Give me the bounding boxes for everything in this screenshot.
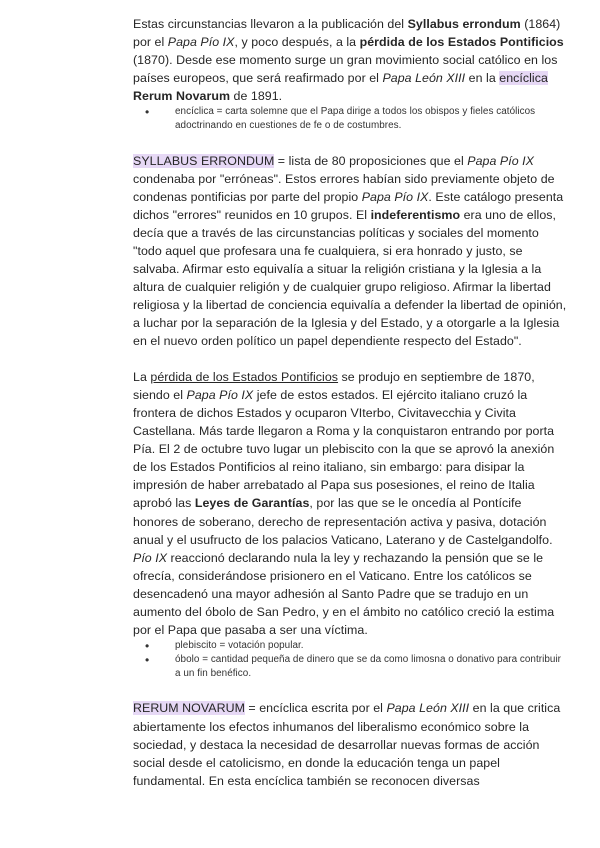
paragraph-gap bbox=[133, 350, 569, 368]
paragraph-intro bbox=[133, 15, 569, 105]
underlined-term-estados: pérdida de los Estados Pontificios bbox=[150, 370, 339, 385]
italic-term-pope: Papa Pío IX bbox=[186, 388, 254, 403]
text-run: , y poco después, a la bbox=[234, 35, 360, 50]
text-run: . Este catálogo presenta dichos "errores" reunidos en 10 grupos. El bbox=[133, 189, 564, 222]
italic-term-pope: Pío IX bbox=[133, 550, 168, 565]
paragraph-gap bbox=[133, 134, 569, 152]
highlight-enciclica: encíclica bbox=[499, 71, 548, 86]
text-run: era uno de ellos, decía que a través de las circunstancias políticas y sociales del momento "todo aquel que profesara una fe cualquiera, si era honrado y justo, se salvaba. Afirmar esto equivalía a situar la religión cristiana y la Iglesia a la altura de cualquier religión y de cualquier grupo religioso. Afirmar la libertad religiosa y la libertad de conciencia equivalía a defender la libertad de opinión, a luchar por la separación de la Iglesia y del Estado, y a otorgarle a la Iglesia en el nuevo orden político un papel dependiente respecto del Estado". bbox=[133, 207, 567, 349]
bold-term-syllabus: Syllabus errondum bbox=[407, 17, 521, 31]
bold-term-estados: pérdida de los Estados Pontificios bbox=[359, 35, 564, 50]
paragraph-estados bbox=[133, 368, 569, 639]
note-enciclica: • encíclica = carta solemne que el Papa dirige a todos los obispos y fieles católicos adoctrinando en cuestiones de fe o de costumbres. bbox=[133, 105, 569, 133]
text-run: en la que critica abiertamente los efectos inhumanos del liberalismo económico sobre la sociedad, y destaca la necesidad de desarrollar nuevas formas de acción social desde el catolicismo, en donde la educación tenga un papel fundamental. En esta encíclica también se reconocen diversas bbox=[133, 701, 561, 788]
italic-term-pope: Papa Pío IX bbox=[167, 35, 235, 50]
bold-term-rerum: Rerum Novarum bbox=[133, 89, 231, 104]
bold-term-indeferentismo: indeferentismo bbox=[370, 207, 461, 222]
paragraph-rerum bbox=[133, 699, 569, 789]
text-run: = lista de 80 proposiciones que el bbox=[274, 153, 468, 168]
text-run: (1864) por el bbox=[133, 17, 561, 50]
italic-term-pope: Papa Pío IX bbox=[361, 189, 429, 204]
text-run: Estas circunstancias llevaron a la publicación del bbox=[133, 17, 408, 31]
highlight-syllabus: SYLLABUS ERRONDUM bbox=[133, 153, 275, 168]
text-run: reaccionó declarando nula la ley y rechazando la pensión que se le ofrecía, considerándose prisionero en el Vaticano. Entre los católicos se desencadenó una mayor adhesión al Santo Padre que se tradujo en un aumento del óbolo de San Pedro, y en el ámbito no católico creció la estima por el Papa que pasaba a ser una víctima. bbox=[133, 550, 555, 637]
italic-term-pope: Papa Pío IX bbox=[467, 153, 534, 168]
text-run: jefe de estos estados. El ejército italiano cruzó la frontera de dichos Estados y ocuparon VIterbo, Civitavecchia y Civita Castellana. Más tarde llegaron a Roma y la conquistaron entrando por porta Pía. El 2 de octubre tuvo lugar un plebiscito con la que se aprovó la anexión de los Estados Pontificios al reino italiano, sin embargo: para disipar la impresión de haber arrebatado al Papa sus posesiones, el reino de Italia aprobó las bbox=[133, 388, 555, 511]
document-body bbox=[133, 15, 569, 790]
text-run: en la bbox=[465, 71, 500, 86]
bold-term-leyes: Leyes de Garantías bbox=[194, 496, 310, 511]
text-run: = encíclica escrita por el bbox=[244, 701, 387, 716]
text-run: se produjo en septiembre de 1870, siendo el bbox=[133, 370, 535, 403]
note-plebiscito: • plebiscito = votación popular. bbox=[133, 639, 569, 653]
italic-term-pope: Papa León XIII bbox=[382, 71, 466, 86]
paragraph-gap bbox=[133, 681, 569, 699]
notes-list-1 bbox=[133, 105, 569, 133]
text-run: La bbox=[133, 370, 151, 385]
text-run: , por las que se le oncedía al Pontícife honores de soberano, derecho de representación activa y pasiva, dotación anual y el usufructo de los palacios Vaticano, Laterano y de Castelgandolfo. bbox=[133, 496, 553, 547]
text-run: (1870). Desde ese momento surge un gran movimiento social católico en los países europeos, que será reafirmado por el bbox=[133, 53, 558, 86]
highlight-rerum: RERUM NOVARUM bbox=[133, 701, 245, 716]
paragraph-syllabus bbox=[133, 152, 569, 351]
note-obolo: • óbolo = cantidad pequeña de dinero que se da como limosna o donativo para contribuir a un fin benéfico. bbox=[133, 653, 569, 681]
text-run: de 1891. bbox=[230, 89, 283, 104]
italic-term-pope: Papa León XIII bbox=[386, 701, 470, 716]
notes-list-2 bbox=[133, 639, 569, 682]
text-run: condenaba por "erróneas". Estos errores habían sido previamente objeto de condenas pontificias por parte del propio bbox=[133, 171, 555, 204]
